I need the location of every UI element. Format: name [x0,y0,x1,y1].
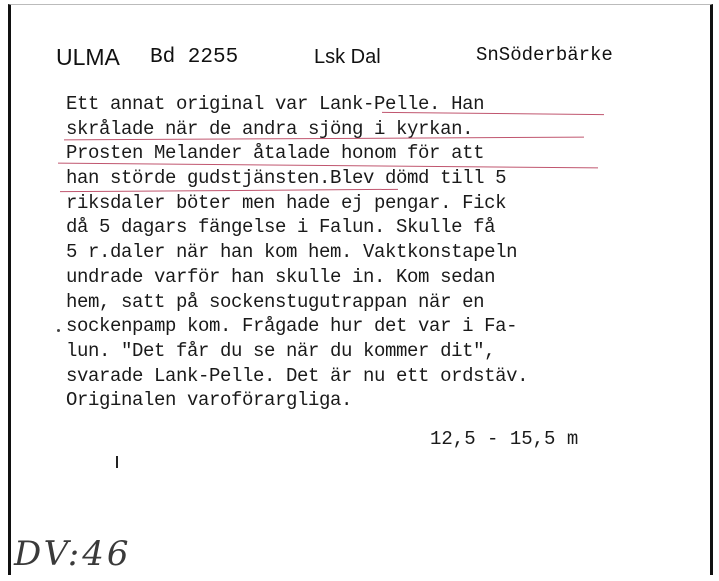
text-line: Prosten Melander åtalade honom för att [66,142,485,165]
parish-label: SnSöderbärke [476,44,613,66]
measurement-note: 12,5 - 15,5 m [430,428,579,450]
stray-dot [57,329,60,332]
card-header [0,44,719,84]
handwritten-mark: DV:46 [14,534,132,574]
text-line: han störde gudstjänsten.Blev dömd till 5 [66,167,507,190]
text-line: svarade Lank-Pelle. Det är nu ett ordstäv. [66,364,529,387]
text-line: riksdaler böter men hade ej pengar. Fick [66,191,507,214]
volume-number: Bd 2255 [150,46,239,69]
text-line: Ett annat original var Lank-Pelle. Han [66,93,485,115]
card-body-text [66,92,666,413]
text-line: lun. "Det får du se när du kommer dit", [66,339,496,362]
text-line: hem, satt på sockenstugutrappan när en [66,290,485,313]
stray-tick-mark [116,456,118,468]
text-line: undrade varför han skulle in. Kom sedan [66,265,496,288]
archive-name: ULMA [56,44,120,70]
text-line: 5 r.daler när han kom hem. Vaktkonstapeln [66,241,518,264]
region-label: Lsk Dal [314,46,381,68]
text-line: skrålade när de andra sjöng i kyrkan. [66,117,474,140]
text-line: då 5 dagars fängelse i Falun. Skulle få [66,216,496,239]
text-line: sockenpamp kom. Frågade hur det var i Fa- [66,315,518,338]
text-line: Originalen varoförargliga. [66,389,353,412]
